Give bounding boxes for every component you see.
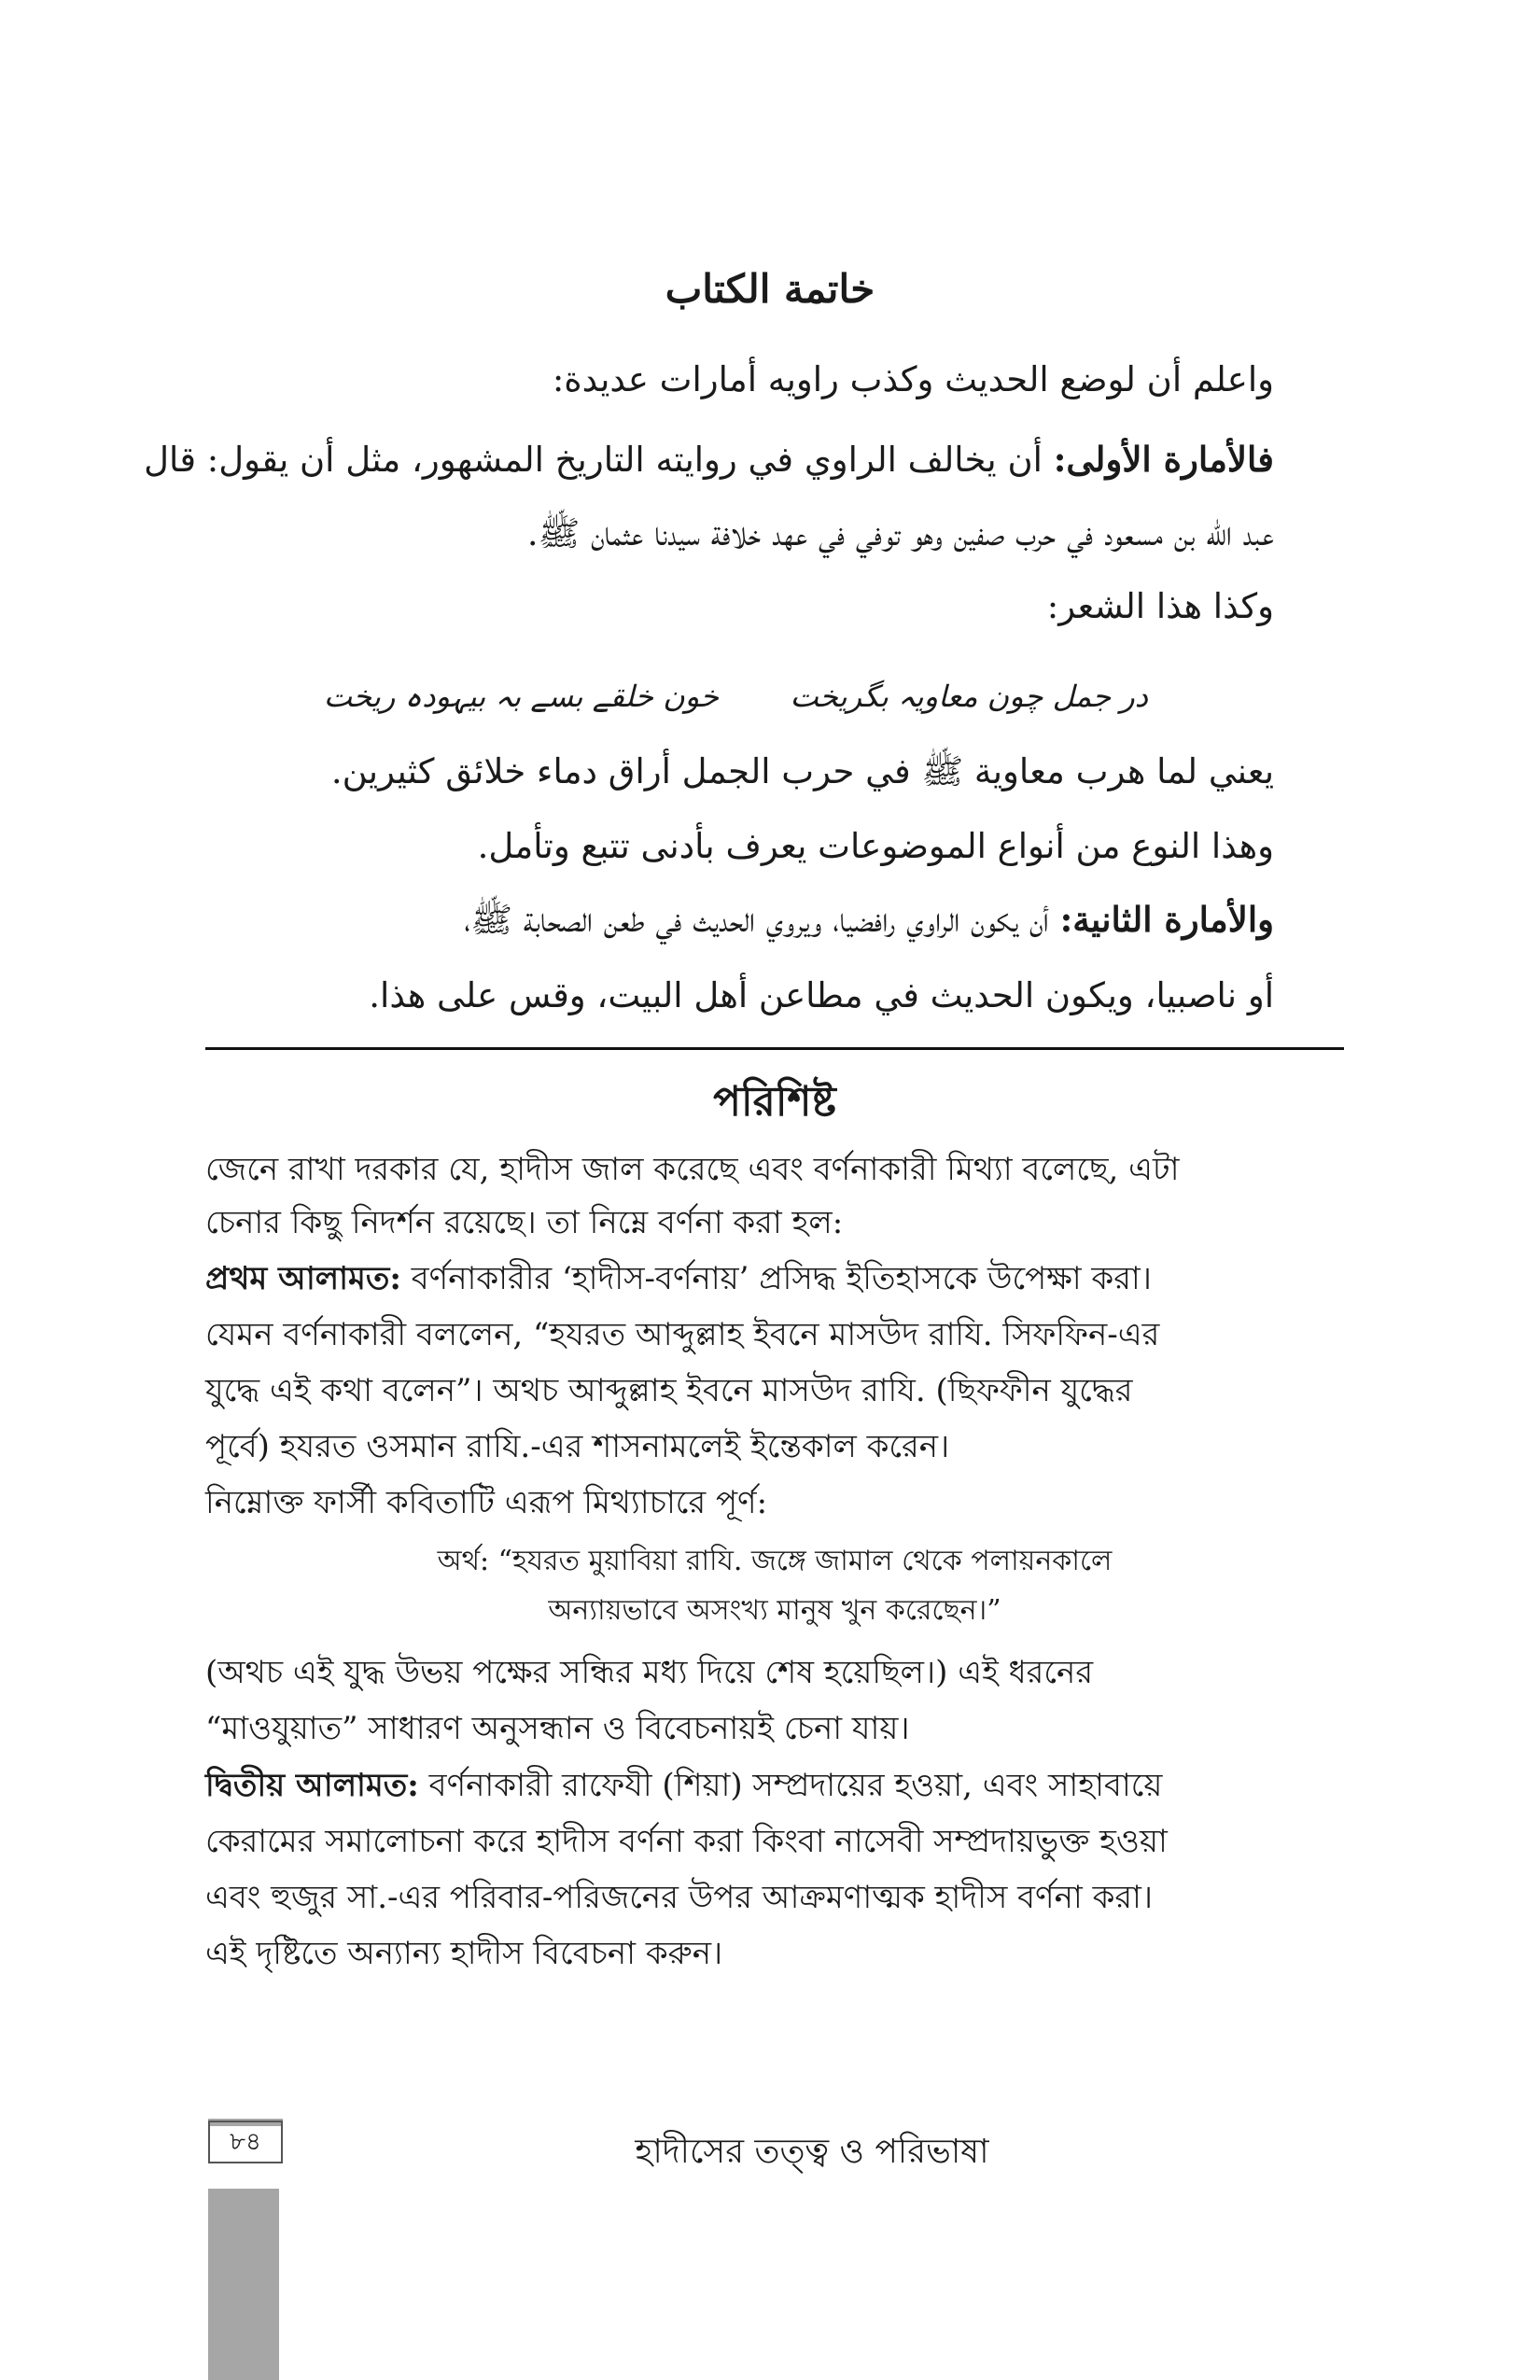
bengali-line: “মাওযুয়াত” সাধারণ অনুসন্ধান ও বিবেচনায়ই চেনা যায়। (205, 1710, 910, 1747)
translation-line: অন্যায়ভাবে অসংখ্য মানুষ খুন করেছেন।” (548, 1594, 1001, 1627)
bengali-line: চেনার কিছু নিদর্শন রয়েছে। তা নিম্নে বর্ণনা করা হল: (205, 1204, 844, 1241)
bengali-line (205, 1767, 1344, 1805)
poem-hemistich-left: خون خلقے بسے بہ بیہودہ ریخت (323, 679, 719, 714)
amara-1-label: فالأمارة الأولى: (1053, 439, 1274, 480)
poem-hemistich-right: در جمل چون معاویہ بگریخت (790, 679, 1148, 714)
bengali-line: এই দৃষ্টিতে অন্যান্য হাদীস বিবেচনা করুন। (205, 1935, 723, 1972)
bengali-line: এবং হুজুর সা.-এর পরিবার-পরিজনের উপর আক্রমণাত্মক হাদীস বর্ণনা করা। (205, 1879, 1154, 1916)
arabic-line: وكذا هذا الشعر: (1046, 586, 1274, 626)
arabic-title: خاتمة الكتاب (665, 266, 875, 312)
arabic-line (205, 899, 1274, 941)
running-footer-title: হাদীসের তত্ত্ব ও পরিভাষা (635, 2133, 989, 2171)
bengali-line: (অথচ এই যুদ্ধ উভয় পক্ষের সন্ধির মধ্য দিয়ে শেষ হয়েছিল।) এই ধরনের (205, 1654, 1094, 1691)
bengali-line (205, 1260, 1344, 1298)
translation-line: অর্থ: “হযরত মুয়াবিয়া রাযি. জঙ্গে জামাল থেকে পলায়নকালে (437, 1545, 1113, 1577)
bengali-line: যুদ্ধে এই কথা বলেন”। অথচ আব্দুল্লাহ ইবনে মাসউদ রাযি. (ছিফফীন যুদ্ধের (205, 1372, 1133, 1409)
first-sign-text: বর্ণনাকারীর ‘হাদীস-বর্ণনায়’ প্রসিদ্ধ ইতিহাসকে উপেক্ষা করা। (400, 1260, 1152, 1297)
arabic-line: عبد الله بن مسعود في حرب صفين وهو توفي في عهد خلافة سيدنا عثمان ﷺ. (526, 513, 1274, 553)
bengali-line: নিম্নোক্ত ফার্সী কবিতাটি এরূপ মিথ্যাচারে পূর্ণ: (205, 1484, 768, 1521)
bengali-line: কেরামের সমালোচনা করে হাদীস বর্ণনা করা কিংবা নাসেবী সম্প্রদায়ভুক্ত হওয়া (205, 1823, 1168, 1860)
arabic-line (144, 439, 1274, 481)
second-sign-text: বর্ণনাকারী রাফেযী (শিয়া) সম্প্রদায়ের হওয়া, এবং সাহাবায়ে (418, 1767, 1163, 1804)
bengali-title: পরিশিষ্ট (713, 1078, 836, 1126)
first-sign-label: প্রথম আলামত: (205, 1260, 401, 1297)
arabic-line: واعلم أن لوضع الحديث وكذب راويه أمارات عديدة: (552, 359, 1274, 399)
amara-2-text: أن يكون الراوي رافضيا، ويروي الحديث في طعن الصحابة ﷺ، (464, 900, 1060, 940)
second-sign-label: দ্বিতীয় আলামত: (205, 1767, 419, 1804)
amara-2-label: والأمارة الثانية: (1059, 899, 1274, 940)
section-divider (205, 1047, 1344, 1050)
page-number: ৮৪ (208, 2121, 283, 2163)
bengali-line: যেমন বর্ণনাকারী বললেন, “হযরত আব্দুল্লাহ ইবনে মাসউদ রাযি. সিফফিন-এর (205, 1316, 1160, 1353)
bengali-line: পূর্বে) হযরত ওসমান রাযি.-এর শাসনামলেই ইন্তেকাল করেন। (205, 1428, 950, 1465)
amara-1-text: أن يخالف الراوي في روايته التاريخ المشهور، مثل أن يقول: قال (144, 440, 1054, 480)
arabic-line: يعني لما هرب معاوية ﷺ في حرب الجمل أراق دماء خلائق كثيرين. (330, 751, 1274, 791)
arabic-line: وهذا النوع من أنواع الموضوعات يعرف بأدنى تتبع وتأمل. (477, 826, 1274, 866)
bengali-line: জেনে রাখা দরকার যে, হাদীস জাল করেছে এবং বর্ণনাকারী মিথ্যা বলেছে, এটা (205, 1151, 1180, 1188)
arabic-line: أو ناصبيا، ويكون الحديث في مطاعن أهل البيت، وقس على هذا. (369, 975, 1274, 1015)
page-tab (208, 2189, 279, 2380)
